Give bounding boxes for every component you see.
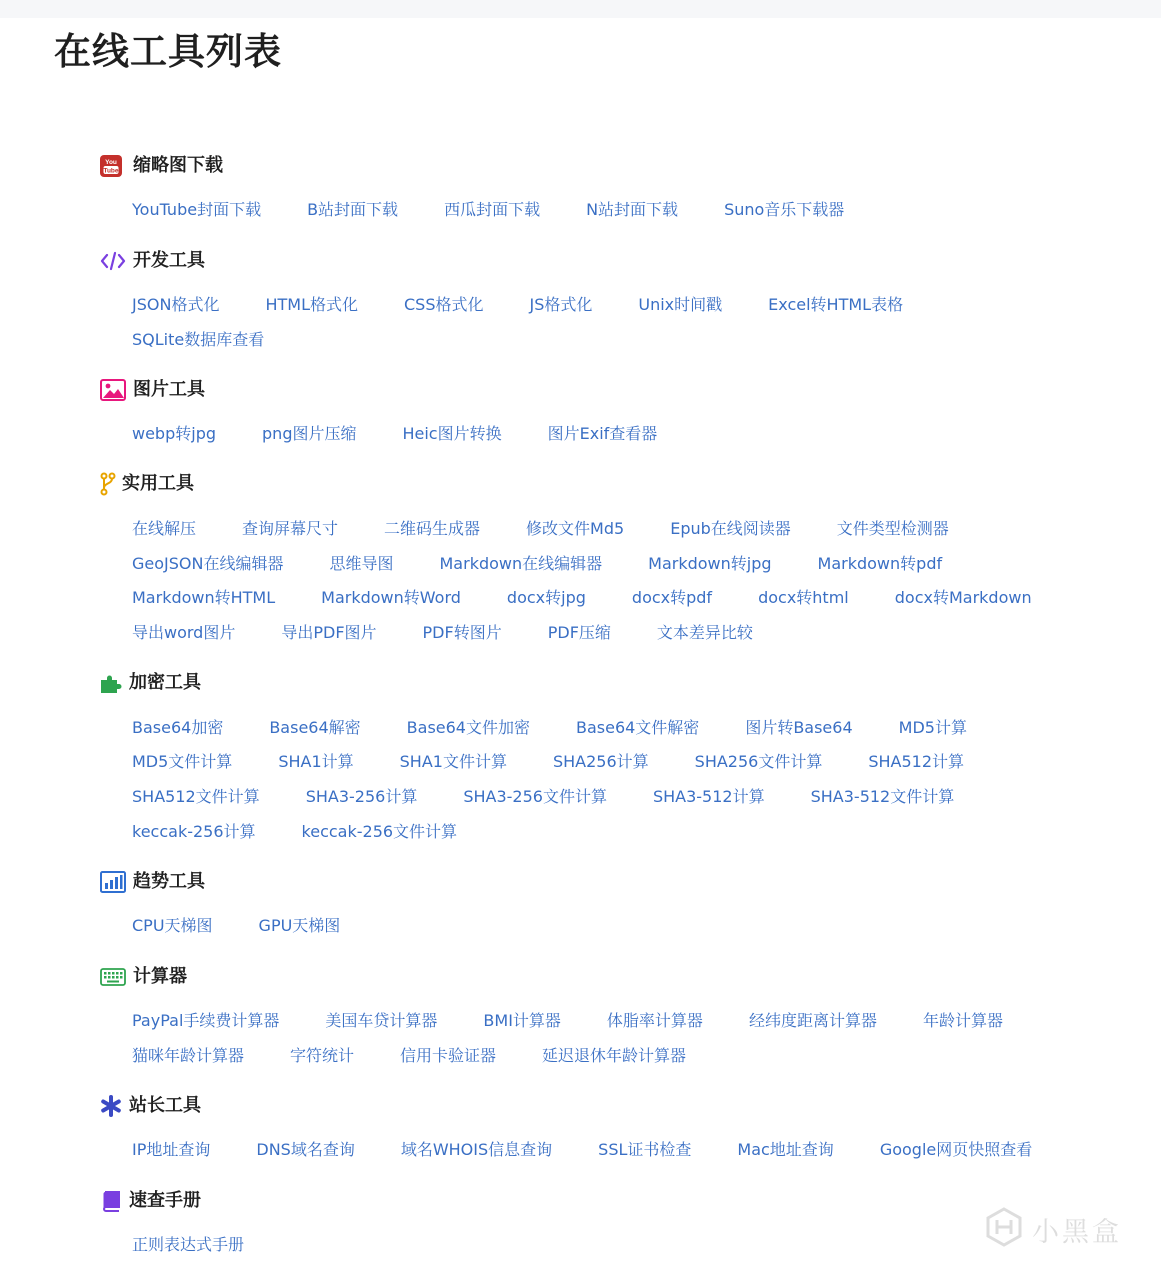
tool-link[interactable]: 延迟退休年龄计算器	[542, 1046, 687, 1065]
section-header-crypto	[100, 670, 201, 696]
section-title: 图片工具	[133, 379, 205, 400]
tool-link[interactable]: 经纬度距离计算器	[748, 1011, 877, 1030]
tool-link[interactable]: docx转Markdown	[894, 588, 1032, 607]
link-row	[132, 621, 799, 645]
tool-link[interactable]: Markdown在线编辑器	[439, 554, 603, 573]
section-header-webmaster	[100, 1093, 201, 1119]
bar-chart-icon	[100, 870, 126, 894]
tool-link[interactable]: 图片转Base64	[745, 718, 853, 737]
tool-link[interactable]: MD5计算	[898, 718, 967, 737]
tool-link[interactable]: HTML格式化	[265, 295, 358, 314]
tool-link[interactable]: Unix时间戳	[638, 295, 723, 314]
tool-link[interactable]: docx转jpg	[506, 588, 586, 607]
section-header-dev	[100, 248, 205, 274]
tool-link[interactable]: Markdown转jpg	[648, 554, 772, 573]
link-row	[132, 198, 890, 222]
link-row	[132, 422, 703, 446]
tool-link[interactable]: SHA3-512文件计算	[810, 787, 955, 806]
tool-link[interactable]: DNS域名查询	[256, 1140, 355, 1159]
tool-link[interactable]: SHA512计算	[868, 752, 965, 771]
tool-link[interactable]: Base64加密	[132, 718, 224, 737]
tool-link[interactable]: SQLite数据库查看	[132, 330, 265, 349]
tool-link[interactable]: Markdown转pdf	[817, 554, 943, 573]
tool-link[interactable]: 思维导图	[329, 554, 394, 573]
tool-link[interactable]: Markdown转HTML	[132, 588, 276, 607]
tool-link[interactable]: PDF压缩	[547, 623, 611, 642]
branch-icon	[100, 472, 118, 496]
section-header-calc	[100, 964, 187, 990]
tool-link[interactable]: 导出word图片	[132, 623, 236, 642]
link-row	[132, 716, 1013, 740]
tool-link[interactable]: Excel转HTML表格	[768, 295, 904, 314]
tool-link[interactable]: 二维码生成器	[384, 519, 481, 538]
book-icon	[100, 1189, 123, 1213]
tool-link[interactable]: BMI计算器	[483, 1011, 561, 1030]
tool-link[interactable]: GeoJSON在线编辑器	[132, 554, 284, 573]
section-title: 缩略图下载	[133, 155, 223, 176]
section-title: 实用工具	[122, 473, 194, 494]
link-row	[132, 785, 1000, 809]
link-row	[132, 552, 988, 576]
tool-link[interactable]: 信用卡验证器	[400, 1046, 497, 1065]
code-icon	[100, 249, 126, 273]
tool-link[interactable]: SHA1计算	[278, 752, 354, 771]
link-row	[132, 293, 949, 317]
section-header-image	[100, 377, 205, 403]
tool-link[interactable]: SHA256文件计算	[694, 752, 823, 771]
tool-link[interactable]: 西瓜封面下载	[444, 200, 541, 219]
section-title: 速查手册	[129, 1190, 201, 1211]
tool-link[interactable]: IP地址查询	[132, 1140, 211, 1159]
link-row	[132, 586, 1078, 610]
tool-link[interactable]: GPU天梯图	[258, 916, 341, 935]
tool-link[interactable]: Markdown转Word	[321, 588, 461, 607]
tool-link[interactable]: Epub在线阅读器	[670, 519, 791, 538]
tool-link[interactable]: png图片压缩	[262, 424, 357, 443]
tool-link[interactable]: B站封面下载	[307, 200, 399, 219]
link-row	[132, 1009, 1049, 1033]
section-title: 站长工具	[129, 1095, 201, 1116]
tool-link[interactable]: 域名WHOIS信息查询	[400, 1140, 553, 1159]
tool-link[interactable]: SHA512文件计算	[132, 787, 260, 806]
tool-link[interactable]: Base64文件加密	[406, 718, 530, 737]
tool-link[interactable]: 文件类型检测器	[836, 519, 949, 538]
tool-link[interactable]: PDF转图片	[422, 623, 502, 642]
section-title: 开发工具	[133, 250, 205, 271]
tool-link[interactable]: CPU天梯图	[132, 916, 213, 935]
tool-link[interactable]: SHA256计算	[552, 752, 649, 771]
section-title: 加密工具	[129, 672, 201, 693]
tool-link[interactable]: 修改文件Md5	[526, 519, 625, 538]
link-row	[132, 517, 995, 541]
puzzle-icon	[100, 671, 123, 695]
link-row	[132, 1138, 1078, 1162]
asterisk-icon	[100, 1094, 123, 1118]
tool-link[interactable]: 年龄计算器	[922, 1011, 1003, 1030]
tool-link[interactable]: PayPal手续费计算器	[132, 1011, 280, 1030]
tool-link[interactable]: keccak-256计算	[132, 822, 256, 841]
tool-link[interactable]: 查询屏幕尺寸	[242, 519, 339, 538]
tool-link[interactable]: CSS格式化	[403, 295, 484, 314]
tool-link[interactable]: 正则表达式手册	[132, 1235, 245, 1254]
tool-link[interactable]: MD5文件计算	[132, 752, 233, 771]
watermark-logo-icon	[984, 1207, 1024, 1251]
tool-link[interactable]: Base64文件解密	[575, 718, 700, 737]
section-header-thumb	[100, 153, 223, 179]
tool-link[interactable]: N站封面下载	[586, 200, 679, 219]
link-row	[132, 328, 310, 352]
image-icon	[100, 378, 126, 402]
tool-link[interactable]: 导出PDF图片	[281, 623, 377, 642]
tool-link[interactable]: 在线解压	[132, 519, 197, 538]
tool-link[interactable]: Suno音乐下载器	[724, 200, 845, 219]
section-title: 趋势工具	[133, 871, 205, 892]
svg-text:Tube: Tube	[103, 167, 119, 175]
section-header-manual	[100, 1188, 201, 1214]
page-title: 在线工具列表	[54, 30, 282, 73]
svg-text:You: You	[105, 159, 117, 166]
watermark	[984, 1206, 1134, 1252]
tool-link[interactable]: SHA3-512计算	[652, 787, 765, 806]
tool-link[interactable]: 猫咪年龄计算器	[132, 1046, 245, 1065]
link-row	[132, 914, 386, 938]
watermark-text: 小黑盒	[1032, 1216, 1122, 1248]
tool-link[interactable]: Mac地址查询	[737, 1140, 834, 1159]
tool-link[interactable]: Heic图片转换	[402, 424, 502, 443]
tool-link[interactable]: 体脂率计算器	[606, 1011, 703, 1030]
tool-link[interactable]: SSL证书检查	[598, 1140, 692, 1159]
link-row	[132, 1044, 732, 1068]
tool-link[interactable]: 字符统计	[290, 1046, 355, 1065]
section-title: 计算器	[133, 966, 187, 987]
section-header-util	[100, 471, 194, 497]
tool-link[interactable]: 美国车贷计算器	[325, 1011, 438, 1030]
tool-link[interactable]: webp转jpg	[132, 424, 217, 443]
tool-link[interactable]: JSON格式化	[132, 295, 220, 314]
tool-link[interactable]: SHA3-256计算	[305, 787, 418, 806]
tool-link[interactable]: keccak-256文件计算	[301, 822, 458, 841]
youtube-icon	[100, 154, 126, 178]
link-row	[132, 750, 1010, 774]
keyboard-icon	[100, 965, 126, 989]
tool-link[interactable]: docx转pdf	[631, 588, 713, 607]
tool-link[interactable]: Base64解密	[269, 718, 361, 737]
tool-link[interactable]: docx转html	[758, 588, 849, 607]
link-row	[132, 820, 503, 844]
tool-link[interactable]: SHA1文件计算	[399, 752, 507, 771]
tool-link[interactable]: Google网页快照查看	[879, 1140, 1033, 1159]
tool-link[interactable]: JS格式化	[529, 295, 593, 314]
tool-link[interactable]: SHA3-256文件计算	[463, 787, 607, 806]
link-row	[132, 1233, 290, 1257]
tool-link[interactable]: 文本差异比较	[656, 623, 753, 642]
tool-link[interactable]: YouTube封面下载	[132, 200, 262, 219]
tool-link[interactable]: 图片Exif查看器	[547, 424, 658, 443]
section-header-trend	[100, 869, 205, 895]
